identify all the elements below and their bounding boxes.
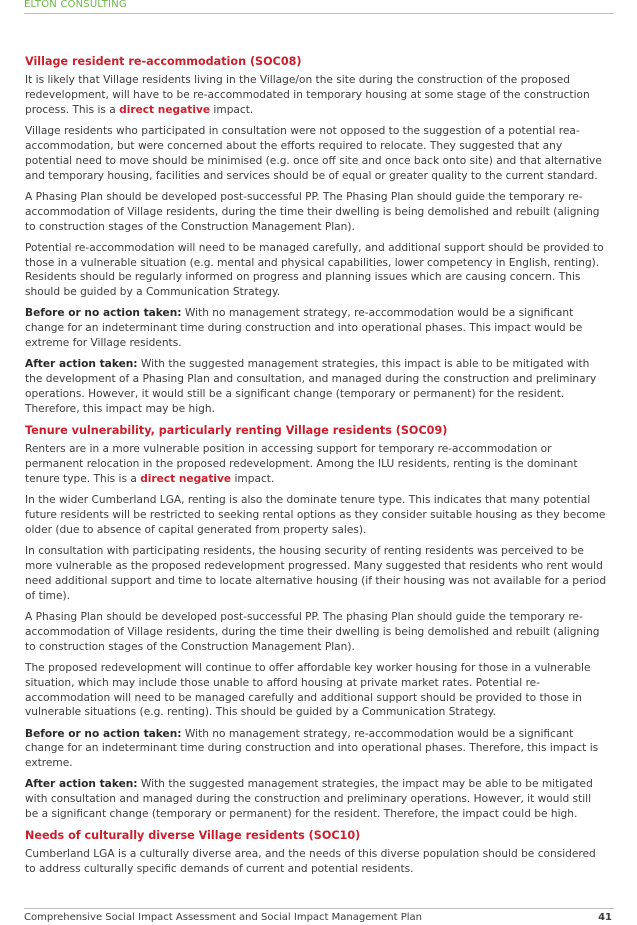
impact-emphasis: direct negative [119, 103, 211, 116]
paragraph-text: With the suggested management strategies, the impact may be able to be mitigated with consultation and managed during the construction and preliminary operations. However, it would still be a significant change (temporary or permanent) for the resident. Therefore, the impact could be high. [25, 778, 593, 821]
before-action-label: Before or no action taken: [25, 307, 182, 320]
paragraph: A Phasing Plan should be developed post-successful PP. The phasing Plan should guide the temporary re-accommodation of Village residents, during the time their dwelling is being demolished and rebuilt (aligning to construction stages of the Construction Management Plan). [25, 610, 600, 653]
page-content [25, 54, 607, 883]
paragraph: Potential re-accommodation will need to be managed carefully, and additional support should be provided to those in a vulnerable situation (e.g. mental and physical capabilities, lower competency in English, renting). Residents should be regularly informed on progress and planning issues which are causing concern. This should be guided by a Communication Strategy. [25, 241, 604, 299]
after-action-paragraph [25, 777, 607, 822]
paragraph-text: With the suggested management strategies, this impact is able to be mitigated with the development of a Phasing Plan and consultation, and managed during the construction and preliminary operations. However, it would still be a significant change (temporary or permanent) for the resident. Therefore, this impact may be high. [25, 358, 597, 416]
section-title-soc08: Village resident re-accommodation (SOC08) [25, 55, 302, 68]
impact-emphasis: direct negative [140, 472, 232, 485]
before-action-paragraph [25, 727, 607, 772]
paragraph-text: It is likely that Village residents living in the Village/on the site during the construction of the proposed redevelopment, will have to be re-accommodated in temporary housing at some stage of the construction process. This is a [25, 74, 590, 116]
paragraph-text: With no management strategy, re-accommodation would be a significant change for an indeterminant time during construction and into operational phases. This impact would be extreme for Village residents. [25, 307, 583, 350]
paragraph [25, 73, 607, 118]
before-action-paragraph [25, 306, 607, 351]
before-action-label: Before or no action taken: [25, 727, 182, 740]
after-action-paragraph [25, 357, 607, 417]
paragraph: In the wider Cumberland LGA, renting is also the dominate tenure type. This indicates that many potential future residents will be restricted to seeking rental options as they consider suitable housing as they become older (due to absence of capital generated from property sales). [25, 494, 606, 536]
paragraph-text: impact. [210, 103, 254, 116]
paragraph-text: With no management strategy, re-accommodation would be a significant change for an indeterminant time during construction and into operational phases. Therefore, this impact is extreme. [25, 727, 599, 770]
paragraph: The proposed redevelopment will continue to offer affordable key worker housing for those in a vulnerable situation, which may include those unable to afford housing at private market rates. Potential re-accommodation will need to be managed carefully and additional support should be provided to those in vulnerable situations (e.g. renting). This should be guided by a Communication Strategy. [25, 661, 591, 719]
page-footer [24, 908, 614, 925]
section-title-soc10: Needs of culturally diverse Village residents (SOC10) [25, 829, 361, 843]
paragraph: A Phasing Plan should be developed post-successful PP. The Phasing Plan should guide the temporary re-accommodation of Village residents, during the time their dwelling is being demolished and rebuilt (aligning to construction stages of the Construction Management Plan). [25, 190, 600, 233]
paragraph: In consultation with participating residents, the housing security of renting residents was perceived to be more vulnerable as the proposed redevelopment progressed. Many suggested that residents who rent would need additional support and time to locate alternative housing (if their housing was not available for a period of time). [25, 544, 607, 602]
paragraph [25, 442, 607, 487]
page-header [24, 0, 614, 14]
paragraph-text: impact. [231, 472, 275, 485]
section-title-soc09: Tenure vulnerability, particularly renting Village residents (SOC09) [25, 424, 448, 438]
after-action-label: After action taken: [25, 358, 138, 371]
paragraph: Village residents who participated in consultation were not opposed to the suggestion of a potential rea-accommodation, but were concerned about the efforts required to relocate. They suggested that any potential need to move should be minimised (e.g. once off site and once back onto site) and that alternative and temporary housing, facilities and services should be of equal or greater quality to the current standard. [25, 124, 602, 182]
after-action-label: After action taken: [25, 778, 138, 791]
paragraph: Cumberland LGA is a culturally diverse area, and the needs of this diverse population should be considered to address culturally specific demands of current and potential residents. [25, 848, 596, 876]
header-brand: ELTON CONSULTING [24, 0, 127, 10]
footer-document-title: Comprehensive Social Impact Assessment and Social Impact Management Plan [24, 912, 422, 923]
page-number: 41 [598, 912, 612, 923]
paragraph-text: Renters are in a more vulnerable position in accessing support for temporary re-accommodation or permanent relocation in the proposed redevelopment. Among the ILU residents, renting is the dominant tenure type. This is a [25, 443, 578, 485]
